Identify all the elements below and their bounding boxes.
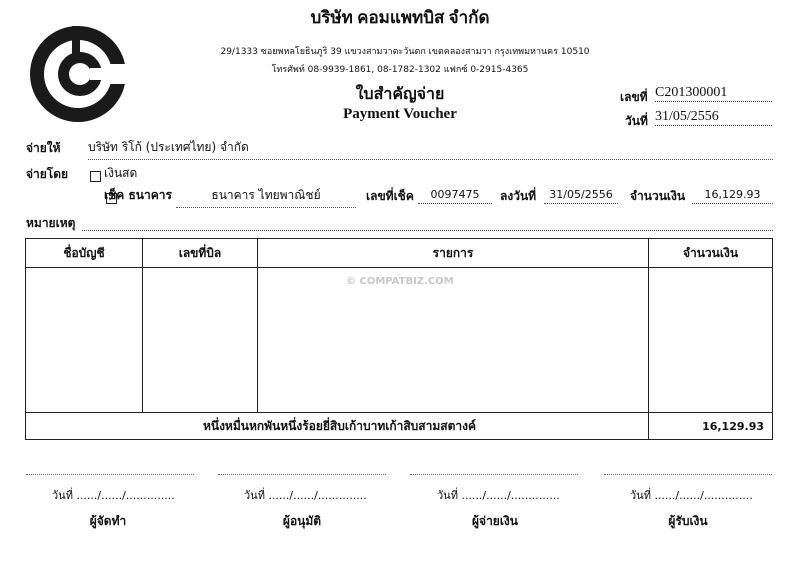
title-thai: ใบสำคัญจ่าย — [355, 86, 445, 103]
description-cell — [258, 268, 649, 413]
cheque-date-label: ลงวันที่ — [500, 189, 537, 203]
bank-name: ธนาคาร ไทยพาณิชย์ — [176, 186, 356, 208]
signature-line-approver — [218, 474, 386, 475]
cheque-label: เช็ค ธนาคาร — [104, 188, 172, 202]
signature-label-payer: ผู้จ่ายเงิน — [472, 514, 518, 528]
header-description: รายการ — [258, 239, 649, 268]
company-name: บริษัท คอมแพทบิส จำกัด — [310, 8, 490, 27]
doc-date: 31/05/2556 — [655, 109, 772, 126]
signature-line-receiver — [604, 474, 772, 475]
company-logo — [28, 24, 132, 124]
table-total-row — [26, 413, 773, 440]
header-amount: จำนวนเงิน — [649, 239, 773, 268]
amount-cell — [649, 268, 773, 413]
signature-date-payer: วันที่ ....../....../.............. — [437, 489, 560, 502]
doc-number: C201300001 — [655, 85, 772, 102]
amount-label: จำนวนเงิน — [630, 189, 686, 203]
total-in-words: หนึ่งหมื่นหกพันหนึ่งร้อยยี่สิบเก้าบาทเก้าสิบสามสตางค์ — [26, 413, 649, 440]
total-amount: 16,129.93 — [649, 413, 773, 440]
items-table — [25, 238, 773, 440]
signature-line-payer — [410, 474, 578, 475]
remarks-label: หมายเหตุ — [26, 216, 76, 230]
payee-value: บริษัท ริโก้ (ประเทศไทย) จำกัด — [88, 138, 773, 160]
table-header-row — [26, 239, 773, 268]
signature-line-preparer — [26, 474, 194, 475]
table-body-row — [26, 268, 773, 413]
remarks-line — [82, 230, 773, 231]
account-name-cell — [26, 268, 143, 413]
doc-date-label: วันที่ — [625, 114, 648, 128]
watermark: © COMPATBIZ.COM — [346, 276, 454, 287]
company-address: 29/1333 ซอยพหลโยธินภูริ 39 แขวงสามวาตะวันตก เขตคลองสามวา กรุงเทพมหานคร 10510 — [220, 47, 590, 57]
cheque-date: 31/05/2556 — [544, 188, 618, 204]
signature-date-preparer: วันที่ ....../....../.............. — [52, 489, 175, 502]
signature-date-approver: วันที่ ....../....../.............. — [244, 489, 367, 502]
amount-value: 16,129.93 — [692, 188, 773, 204]
cash-checkbox[interactable] — [90, 171, 101, 182]
header-bill-number: เลขที่บิล — [143, 239, 258, 268]
bill-number-cell — [143, 268, 258, 413]
signature-label-approver: ผู้อนุมัติ — [282, 514, 322, 528]
cash-label: เงินสด — [104, 166, 138, 180]
cheque-number-label: เลขที่เช็ค — [366, 189, 414, 203]
doc-number-label: เลขที่ — [620, 90, 648, 104]
company-contact: โทรศัพท์ 08-9939-1861, 08-1782-1302 แฟกซ์ 0-2915-4365 — [271, 65, 529, 75]
signature-label-receiver: ผู้รับเงิน — [668, 514, 708, 528]
header-account-name: ชื่อบัญชี — [26, 239, 143, 268]
payee-label: จ่ายให้ — [26, 141, 61, 155]
payment-method-label: จ่ายโดย — [26, 167, 69, 181]
title-english: Payment Voucher — [343, 106, 457, 122]
signature-date-receiver: วันที่ ....../....../.............. — [630, 489, 753, 502]
cheque-number: 0097475 — [418, 188, 492, 204]
signature-label-preparer: ผู้จัดทำ — [89, 514, 127, 528]
